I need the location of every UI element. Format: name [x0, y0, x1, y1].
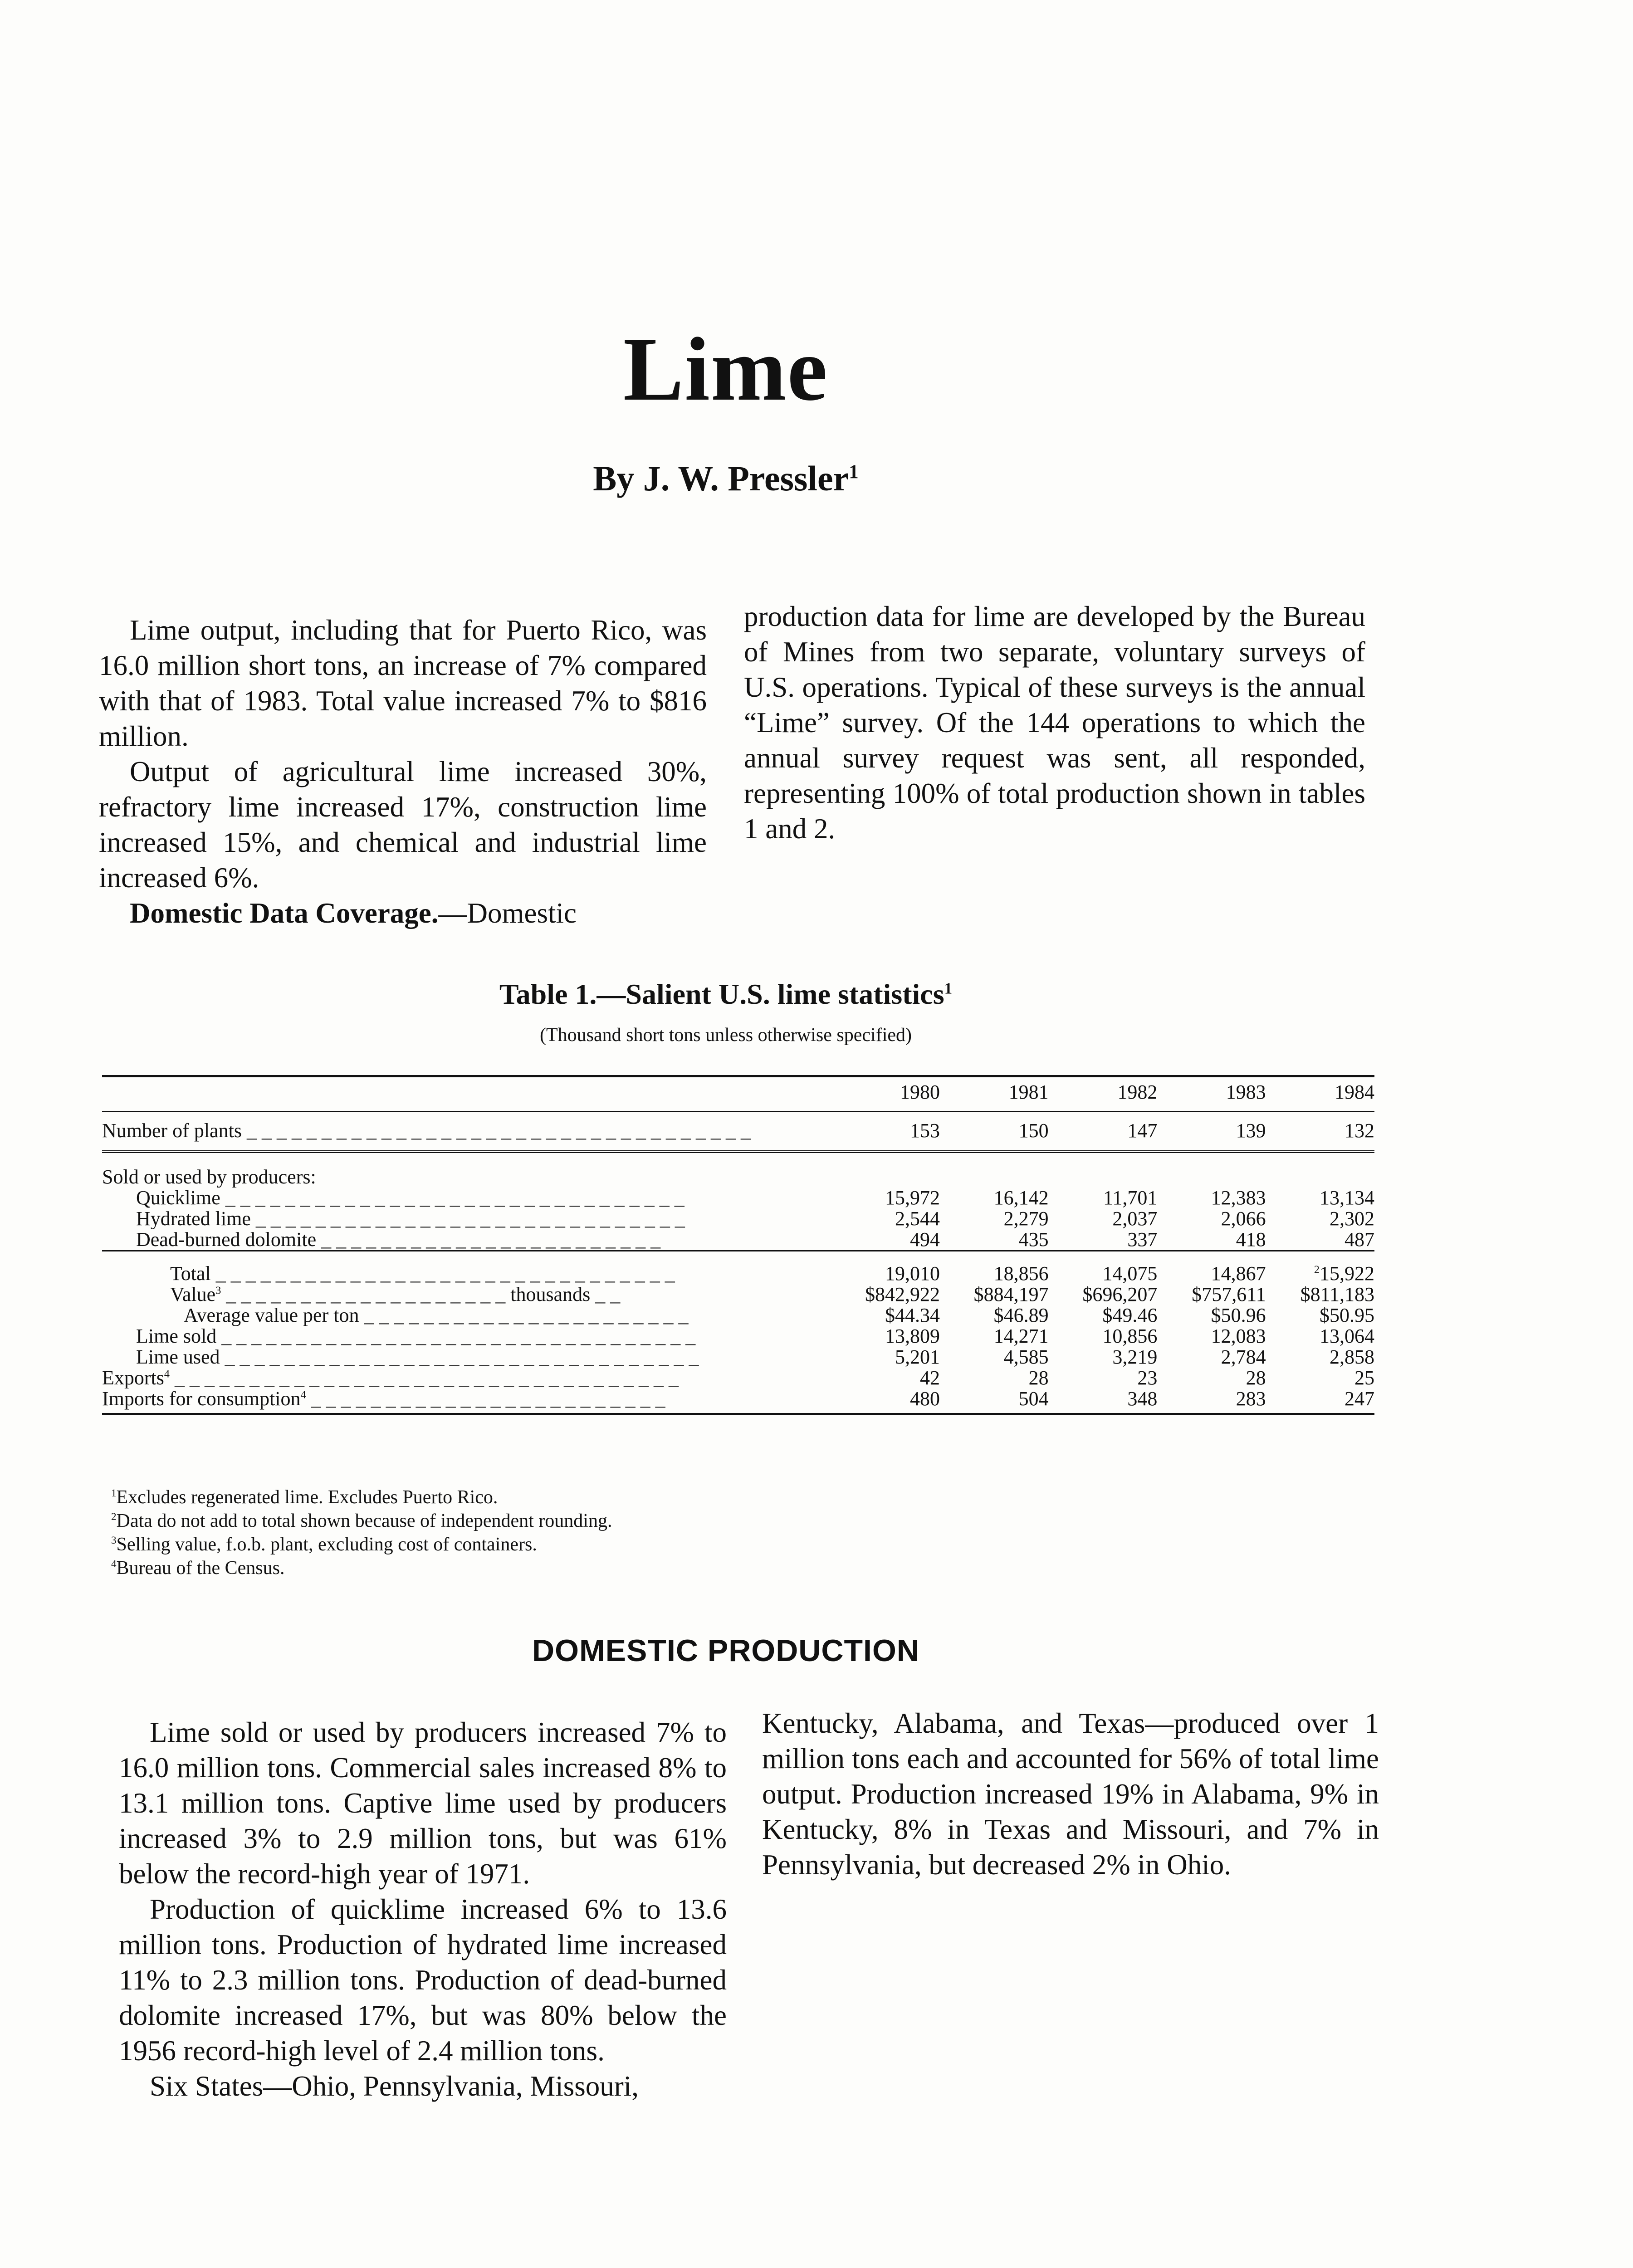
row-label: Value [170, 1284, 216, 1305]
year-header: 1981 [940, 1076, 1049, 1112]
table-cell: 14,867 [1211, 1262, 1266, 1285]
intro-column-right [744, 599, 1365, 846]
row-label: Lime sold [136, 1326, 217, 1347]
table-cell: 2,544 [895, 1207, 940, 1230]
table-cell: 418 [1236, 1228, 1266, 1251]
imports-footnote-mark: 4 [300, 1388, 306, 1401]
table-cell: $884,197 [973, 1283, 1049, 1305]
intro-column-left [99, 612, 707, 931]
section-paragraph-1: Lime sold or used by producers increased 7% to 16.0 million tons. Commercial sales increased 8% to 13.1 million tons. Captive lime used by producers increased 3% to 2.9 million tons, but was 61% below the record-high year of 1971. [119, 1716, 727, 1890]
exports-footnote-mark: 4 [164, 1368, 170, 1380]
value-unit: thousands [510, 1284, 591, 1305]
table-cell: 13,064 [1320, 1325, 1374, 1347]
table-cell: $842,922 [865, 1283, 940, 1305]
value-footnote-mark: 3 [215, 1284, 221, 1297]
footnote [111, 1509, 612, 1533]
section-paragraph-3: Six States—Ohio, Pennsylvania, Missouri, [150, 2070, 639, 2102]
section-paragraph-2: Production of quicklime increased 6% to 13.6 million tons. Production of hydrated lime increased 11% to 2.3 million tons. Production of dead-burned dolomite increased 17%, but was 80% below the 1956 record-high level of 2.4 million tons. [119, 1893, 727, 2067]
table-cell: 15,972 [885, 1187, 940, 1209]
table-cell: 14,075 [1102, 1262, 1158, 1285]
table-cell: 2,279 [1003, 1207, 1049, 1230]
table-cell: 337 [1127, 1228, 1158, 1251]
table-cell: $757,611 [1192, 1283, 1266, 1305]
table-cell: 11,701 [1103, 1187, 1158, 1209]
table-cell: 147 [1049, 1112, 1158, 1152]
table-cell: 3,219 [1112, 1346, 1158, 1368]
table-cell: 28 [1028, 1367, 1049, 1389]
intro-paragraph-3-text: —Domestic [438, 897, 577, 929]
footnote [111, 1533, 612, 1556]
table-row: Number of plants _ _ _ _ _ _ _ _ _ _ _ _ _ _ _ _ _ _ _ _ _ _ _ _ _ _ _ _ _ _ _ _ _ _ 153 150 147 139 132 [102, 1112, 1374, 1152]
table-cell: 2,037 [1112, 1207, 1158, 1230]
table-cell: 42 [919, 1367, 940, 1389]
section-heading: DOMESTIC PRODUCTION [532, 1633, 919, 1668]
table-row: Value$^3$ _ _ _ _ _ _ _ _ _ _ _ _ _ _ _ _ _ _ _ thousands _ _ $842,922 $884,197 $696,207 $757,611 $811,183 [170, 1283, 1374, 1305]
table-row: Hydrated lime _ _ _ _ _ _ _ _ _ _ _ _ _ _ _ _ _ _ _ _ _ _ _ _ _ _ _ _ _ 2,544 2,279 2,037 2,066 2,302 [136, 1207, 1374, 1230]
table-caption [0, 978, 1452, 1011]
table-cell: 504 [940, 1388, 1049, 1414]
table-cell: 2,302 [1330, 1207, 1374, 1230]
table-cell: 283 [1157, 1388, 1266, 1414]
year-header: 1983 [1157, 1076, 1266, 1112]
section-column-right [762, 1706, 1379, 1882]
intro-paragraph-2: Output of agricultural lime increased 30%, refractory lime increased 17%, construction lime increased 15%, and chemical and industrial lime increased 6%. [99, 756, 707, 894]
table-cell: 247 [1266, 1388, 1374, 1414]
table-caption-text: Table 1.—Salient U.S. lime statistics [499, 978, 944, 1010]
table-cell: 10,856 [1102, 1325, 1158, 1347]
footnote-text: Excludes regenerated lime. Excludes Puerto Rico. [116, 1487, 498, 1508]
row-label: Dead-burned dolomite [136, 1229, 317, 1251]
table-subcaption: (Thousand short tons unless otherwise specified) [539, 1025, 912, 1046]
row-label: Sold or used by producers: [102, 1167, 316, 1188]
table-cell: 18,856 [993, 1262, 1049, 1285]
table-cell: 150 [940, 1112, 1049, 1152]
footnote-mark: 4 [111, 1558, 117, 1569]
table-row: Dead-burned dolomite _ _ _ _ _ _ _ _ _ _ _ _ _ _ _ _ _ _ _ _ _ _ _ 494 435 337 418 487 [136, 1228, 1374, 1251]
row-label: Average value per ton [184, 1305, 359, 1326]
row-label: Number of plants [102, 1119, 242, 1142]
table-cell: 5,201 [895, 1346, 940, 1368]
table-row: Total _ _ _ _ _ _ _ _ _ _ _ _ _ _ _ _ _ _ _ _ _ _ _ _ _ _ _ _ _ _ _ 19,010 18,856 14,075 14,867 $^2$15,922 [170, 1262, 1374, 1285]
row-label: Imports for consumption [102, 1388, 301, 1410]
row-label: Quicklime [136, 1188, 220, 1208]
intro-paragraph-1: Lime output, including that for Puerto Rico, was 16.0 million short tons, an increase of 7% compared with that of 1983. Total value increased 7% to $816 million. [99, 614, 707, 752]
table-row: Average value per ton _ _ _ _ _ _ _ _ _ _ _ _ _ _ _ _ _ _ _ _ _ _ $44.34 $46.89 $49.46 $50.96 $50.95 [184, 1304, 1374, 1326]
footnote-mark: 3 [111, 1534, 117, 1546]
table-row: Exports$^4$ _ _ _ _ _ _ _ _ _ _ _ _ _ _ _ _ _ _ _ _ _ _ _ _ _ _ _ _ _ _ _ _ _ _ 42 28 23 28 25 [102, 1367, 1374, 1389]
table-cell: 25 [1354, 1367, 1374, 1389]
table-cell: $50.95 [1320, 1304, 1374, 1326]
intro-paragraph-3-start [99, 895, 707, 931]
table-cell: 4,585 [1003, 1346, 1049, 1368]
table-cell: 13,134 [1320, 1187, 1374, 1209]
table-row: Lime sold _ _ _ _ _ _ _ _ _ _ _ _ _ _ _ _ _ _ _ _ _ _ _ _ _ _ _ _ _ _ _ _ 13,809 14,271 10,856 12,083 13,064 [136, 1325, 1374, 1347]
table-cell [1266, 1263, 1374, 1284]
table-header-row [102, 1076, 1374, 1112]
footnote-text: Selling value, f.o.b. plant, excluding cost of containers. [116, 1534, 537, 1555]
table-cell: 19,010 [885, 1262, 940, 1285]
table-cell: 2,784 [1221, 1346, 1266, 1368]
table-cell: 16,142 [993, 1187, 1049, 1209]
table-cell: 23 [1137, 1367, 1158, 1389]
table-cell: 13,809 [885, 1325, 940, 1347]
table-cell: $811,183 [1300, 1283, 1374, 1305]
row-label: Hydrated lime [136, 1208, 251, 1229]
table-cell: 435 [1018, 1228, 1049, 1251]
table-cell: 12,083 [1211, 1325, 1266, 1347]
year-header: 1980 [831, 1076, 940, 1112]
footnote-text: Data do not add to total shown because of independent rounding. [116, 1510, 612, 1531]
footnote-text: Bureau of the Census. [116, 1558, 285, 1579]
table-cell: 494 [909, 1228, 940, 1251]
footnote [111, 1556, 612, 1580]
row-label: Exports [102, 1368, 164, 1388]
footnote [111, 1486, 612, 1509]
author-name: By J. W. Pressler [593, 459, 849, 498]
total-footnote-mark: 2 [1314, 1263, 1320, 1276]
year-header: 1982 [1049, 1076, 1158, 1112]
domestic-data-coverage-heading: Domestic Data Coverage. [130, 897, 439, 929]
table-cell: 153 [831, 1112, 940, 1152]
table-row: Lime used _ _ _ _ _ _ _ _ _ _ _ _ _ _ _ _ _ _ _ _ _ _ _ _ _ _ _ _ _ _ _ _ 5,201 4,585 3,219 2,784 2,858 [136, 1346, 1374, 1368]
byline-footnote-mark: 1 [849, 461, 859, 483]
table-cell: $46.89 [993, 1304, 1049, 1326]
table-cell: 487 [1345, 1228, 1374, 1251]
row-label: Total [170, 1263, 211, 1284]
table-cell: 2,066 [1221, 1207, 1266, 1230]
section-column-left [119, 1715, 727, 2104]
table-cell: 12,383 [1211, 1187, 1266, 1209]
page-title: Lime [623, 319, 829, 420]
table-cell: $696,207 [1082, 1283, 1158, 1305]
continued-paragraph: Kentucky, Alabama, and Texas—produced over 1 million tons each and accounted for 56% of total lime output. Production increased 19% in Alabama, 9% in Kentucky, 8% in Texas and Missouri, and 7% in Pennsylvania, but decreased 2% in Ohio. [762, 1707, 1379, 1881]
row-label: Lime used [136, 1347, 220, 1368]
table-cell: 132 [1266, 1112, 1374, 1152]
table-row [102, 1167, 1374, 1188]
footnote-mark: 2 [111, 1510, 117, 1522]
total-1984-value: 15,922 [1320, 1262, 1374, 1285]
continued-paragraph: production data for lime are developed by the Bureau of Mines from two separate, voluntary surveys of U.S. operations. Typical of these surveys is the annual “Lime” survey. Of the 144 operations to which the annual survey request was sent, all responded, representing 100% of total production shown in tables 1 and 2. [744, 601, 1365, 845]
table-footnotes [111, 1486, 612, 1580]
table-cell: 348 [1049, 1388, 1158, 1414]
year-header: 1984 [1266, 1076, 1374, 1112]
table-cell: $49.46 [1102, 1304, 1158, 1326]
table-cell: $50.96 [1211, 1304, 1266, 1326]
table-cell: 139 [1157, 1112, 1266, 1152]
table-row: Imports for consumption$^4$ _ _ _ _ _ _ _ _ _ _ _ _ _ _ _ _ _ _ _ _ _ _ _ _ 480 504 348 283 247 [102, 1388, 1374, 1414]
table-cell: 14,271 [993, 1325, 1049, 1347]
table-cell: 2,858 [1330, 1346, 1374, 1368]
table-cell: 480 [831, 1388, 940, 1414]
table-cell: $44.34 [885, 1304, 940, 1326]
salient-statistics-table [102, 1075, 1374, 1415]
byline [0, 458, 1452, 499]
table-row: Quicklime _ _ _ _ _ _ _ _ _ _ _ _ _ _ _ _ _ _ _ _ _ _ _ _ _ _ _ _ _ _ _ 15,972 16,142 11,701 12,383 13,134 [136, 1187, 1374, 1209]
table-caption-note: 1 [944, 979, 953, 997]
table-cell: 28 [1246, 1367, 1266, 1389]
footnote-mark: 1 [111, 1487, 117, 1499]
